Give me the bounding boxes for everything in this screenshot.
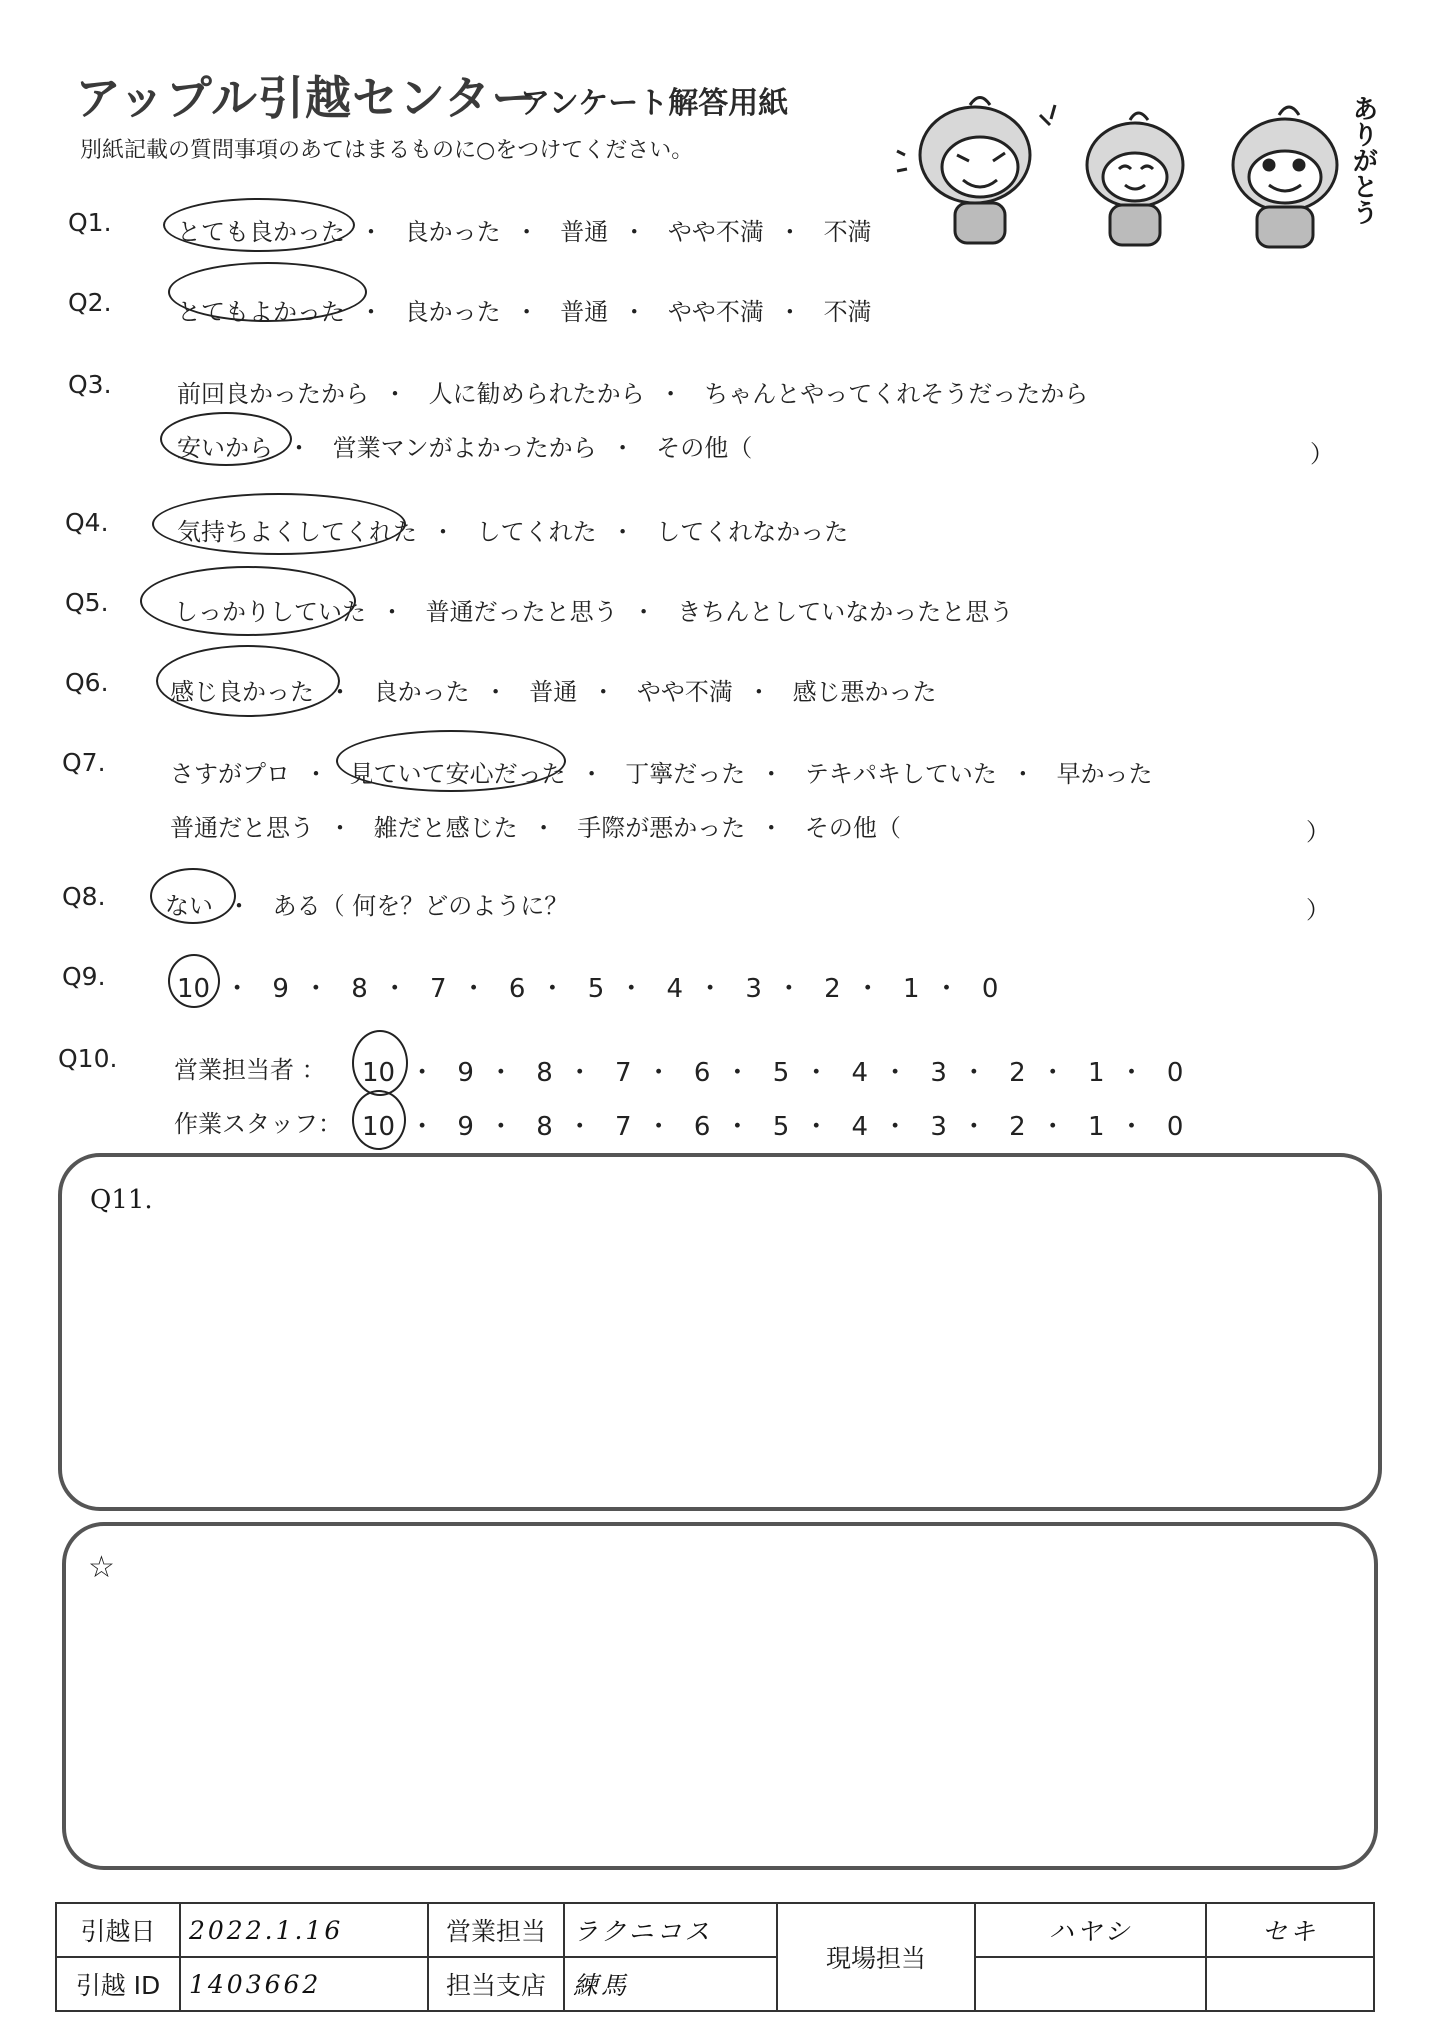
q3-option-4[interactable]: 安いから <box>177 434 273 462</box>
q2-option-2[interactable]: 良かった <box>404 298 501 326</box>
q4-option-2[interactable]: してくれた <box>476 518 597 546</box>
q10-staff-score-0[interactable]: 0 <box>1166 1112 1184 1142</box>
q10-staff-score-6[interactable]: 6 <box>693 1112 711 1142</box>
q10-staff-score-4[interactable]: 4 <box>851 1112 869 1142</box>
q9-score-5[interactable]: 5 <box>587 974 605 1004</box>
q3-label: Q3. <box>68 370 112 399</box>
q1-option-4[interactable]: やや不満 <box>667 218 764 246</box>
form-title: アンケート解答用紙 <box>520 86 789 121</box>
q10-sales-score-8[interactable]: 8 <box>536 1058 553 1088</box>
q10-staff-score-5[interactable]: 5 <box>772 1112 790 1142</box>
q3-option-3[interactable]: ちゃんとやってくれそうだったから <box>704 380 1089 408</box>
q4-options: 気持ちよくしてくれた ・ してくれた ・ してくれなかった <box>177 518 849 546</box>
q10-sales-score-4[interactable]: 4 <box>851 1058 869 1088</box>
q2-option-1[interactable]: とてもよかった <box>177 298 345 326</box>
sales-rep-label: 営業担当 <box>428 1903 564 1957</box>
sales-rep-value: ラクニコス <box>564 1903 777 1957</box>
q10-staff-score-8[interactable]: 8 <box>536 1112 553 1142</box>
q7-options-line1: さすがプロ ・ 見ていて安心だった ・ 丁寧だった ・ テキパキしていた ・ 早かった <box>170 760 1153 788</box>
q4-option-3[interactable]: してくれなかった <box>656 518 849 546</box>
q8-label: Q8. <box>62 882 106 911</box>
branch-label: 担当支店 <box>428 1957 564 2011</box>
q10-staff-score-9[interactable]: 9 <box>457 1112 474 1142</box>
branch-value: 練馬 <box>564 1957 777 2011</box>
q2-options: とてもよかった ・ 良かった ・ 普通 ・ やや不満 ・ 不満 <box>177 298 872 326</box>
q10-staff-selection-circle <box>352 1090 406 1150</box>
q10-staff-score-3[interactable]: 3 <box>930 1112 947 1142</box>
move-id-label: 引越 ID <box>56 1957 180 2011</box>
q7-options-line2: 普通だと思う ・ 雑だと感じた ・ 手際が悪かった ・ その他（ <box>170 814 901 842</box>
q10-sales-score-7[interactable]: 7 <box>615 1058 632 1088</box>
q7-option-1[interactable]: さすがプロ <box>170 760 290 788</box>
q10-staff-score-7[interactable]: 7 <box>615 1112 632 1142</box>
move-date-label: 引越日 <box>56 1903 180 1957</box>
q8-close-paren: ） <box>1306 896 1330 924</box>
q10-sales-label: 営業担当者 ： <box>174 1056 326 1084</box>
q1-option-2[interactable]: 良かった <box>404 218 501 246</box>
q11-comment-box[interactable] <box>58 1153 1382 1511</box>
q10-sales-score-3[interactable]: 3 <box>930 1058 947 1088</box>
q9-score-4[interactable]: 4 <box>666 974 684 1004</box>
site-rep-1-value: ハヤシ <box>975 1903 1206 1957</box>
q10-sales-score-5[interactable]: 5 <box>772 1058 790 1088</box>
q6-selection-circle <box>156 645 340 717</box>
q4-label: Q4. <box>65 508 109 537</box>
q9-label: Q9. <box>62 962 106 991</box>
q3-close-paren: ） <box>1310 440 1334 468</box>
q8-options: ない ・ ある（ 何を？どのように？ <box>165 892 569 920</box>
q4-option-1[interactable]: 気持ちよくしてくれた <box>177 518 417 546</box>
q3-selection-circle <box>160 412 292 466</box>
move-id-value: 1403662 <box>180 1957 428 2011</box>
q7-option-5[interactable]: 早かった <box>1056 760 1153 788</box>
q3-options-line1: 前回良かったから ・ 人に勧められたから ・ ちゃんとやってくれそうだったから <box>177 380 1089 408</box>
q9-scale: 10 ・ 9 ・ 8 ・ 7 ・ 6 ・ 5 ・ 4 ・ 3 ・ 2 ・ 1 ・ 0 <box>177 974 999 1004</box>
q7-close-paren: ） <box>1306 818 1330 846</box>
q10-sales-score-6[interactable]: 6 <box>693 1058 711 1088</box>
q10-staff-score-10[interactable]: 10 <box>362 1112 396 1142</box>
q7-option-7[interactable]: 雑だと感じた <box>373 814 518 842</box>
q5-option-2[interactable]: 普通だったと思う <box>425 598 618 626</box>
q9-score-7[interactable]: 7 <box>430 974 447 1004</box>
q9-score-3[interactable]: 3 <box>745 974 762 1004</box>
site-rep-label: 現場担当 <box>777 1903 975 2011</box>
q8-option-some[interactable]: ある（ 何を？どのように？ <box>272 892 569 920</box>
q1-selection-circle <box>163 198 355 252</box>
move-info-table <box>55 1902 1375 2012</box>
q5-label: Q5. <box>65 588 109 617</box>
q11-label: Q11. <box>90 1185 153 1215</box>
q4-selection-circle <box>152 493 406 555</box>
q6-option-3[interactable]: 普通 <box>529 678 578 706</box>
q1-option-5[interactable]: 不満 <box>823 218 872 246</box>
q7-option-2[interactable]: 見ていて安心だった <box>349 760 566 788</box>
q6-option-2[interactable]: 良かった <box>373 678 470 706</box>
q3-options-line2: 安いから ・ 営業マンがよかったから ・ その他（ <box>177 434 753 462</box>
q9-score-0[interactable]: 0 <box>981 974 999 1004</box>
q3-option-1[interactable]: 前回良かったから <box>177 380 369 408</box>
q2-label: Q2. <box>68 288 112 317</box>
q10-sales-score-2[interactable]: 2 <box>1009 1058 1026 1088</box>
site-rep-3-empty <box>975 1957 1206 2011</box>
q7-selection-circle <box>336 730 566 792</box>
q10-sales-selection-circle <box>352 1030 408 1096</box>
q10-sales-score-1[interactable]: 1 <box>1088 1058 1105 1088</box>
q7-option-other[interactable]: その他（ <box>804 814 901 842</box>
q5-option-3[interactable]: きちんとしていなかったと思う <box>677 598 1014 626</box>
q9-score-10[interactable]: 10 <box>177 974 211 1004</box>
q7-option-8[interactable]: 手際が悪かった <box>577 814 746 842</box>
star-label: ☆ <box>88 1550 115 1585</box>
company-name: アップル引越センター <box>75 71 539 125</box>
star-comment-box[interactable] <box>62 1522 1378 1870</box>
q5-option-1[interactable]: しっかりしていた <box>174 598 366 626</box>
q7-option-4[interactable]: テキパキしていた <box>804 760 997 788</box>
q1-options: とても良かった ・ 良かった ・ 普通 ・ やや不満 ・ 不満 <box>177 218 872 246</box>
q5-options: しっかりしていた ・ 普通だったと思う ・ きちんとしていなかったと思う <box>174 598 1014 626</box>
q9-score-9[interactable]: 9 <box>272 974 289 1004</box>
q10-staff-label: 作業スタッフ： <box>174 1110 342 1138</box>
q9-score-1[interactable]: 1 <box>903 974 920 1004</box>
q6-label: Q6. <box>65 668 109 697</box>
q9-score-6[interactable]: 6 <box>508 974 526 1004</box>
q2-option-5[interactable]: 不満 <box>823 298 872 326</box>
q10-sales-scale: 10 ・ 9 ・ 8 ・ 7 ・ 6 ・ 5 ・ 4 ・ 3 ・ 2 ・ 1 ・ 0 <box>362 1058 1184 1088</box>
q3-option-other[interactable]: その他（ <box>656 434 753 462</box>
q7-option-3[interactable]: 丁寧だった <box>625 760 746 788</box>
q6-options: 感じ良かった ・ 良かった ・ 普通 ・ やや不満 ・ 感じ悪かった <box>170 678 937 706</box>
q3-option-2[interactable]: 人に勧められたから <box>428 380 645 408</box>
q10-staff-scale: 10 ・ 9 ・ 8 ・ 7 ・ 6 ・ 5 ・ 4 ・ 3 ・ 2 ・ 1 ・ 0 <box>362 1112 1184 1142</box>
site-rep-4-empty <box>1206 1957 1374 2011</box>
q8-selection-circle <box>150 868 236 924</box>
q10-sales-score-9[interactable]: 9 <box>457 1058 474 1088</box>
q10-sales-score-0[interactable]: 0 <box>1166 1058 1184 1088</box>
q2-option-3[interactable]: 普通 <box>560 298 609 326</box>
q6-option-5[interactable]: 感じ悪かった <box>792 678 937 706</box>
q8-option-none[interactable]: ない <box>165 892 213 920</box>
q9-score-8[interactable]: 8 <box>351 974 368 1004</box>
q1-label: Q1. <box>68 208 112 237</box>
q6-option-1[interactable]: 感じ良かった <box>170 678 314 706</box>
site-rep-2-value: セキ <box>1206 1903 1374 1957</box>
q3-option-5[interactable]: 営業マンがよかったから <box>332 434 597 462</box>
move-date-value: 2022.1.16 <box>180 1903 428 1957</box>
mascot-illustration <box>895 85 1375 255</box>
q1-option-1[interactable]: とても良かった <box>177 218 345 246</box>
q10-label: Q10. <box>58 1044 118 1073</box>
q7-label: Q7. <box>62 748 106 777</box>
q2-selection-circle <box>168 262 367 322</box>
q5-selection-circle <box>140 566 356 636</box>
q2-option-4[interactable]: やや不満 <box>667 298 764 326</box>
q10-staff-score-1[interactable]: 1 <box>1088 1112 1105 1142</box>
q7-option-6[interactable]: 普通だと思う <box>170 814 314 842</box>
q9-score-2[interactable]: 2 <box>824 974 841 1004</box>
q10-staff-score-2[interactable]: 2 <box>1009 1112 1026 1142</box>
q1-option-3[interactable]: 普通 <box>560 218 609 246</box>
q6-option-4[interactable]: やや不満 <box>636 678 733 706</box>
instruction: 別紙記載の質問事項のあてはまるものに○をつけてください。 <box>80 138 694 163</box>
mascot-text: ありがとう <box>1348 95 1378 225</box>
q10-sales-score-10[interactable]: 10 <box>362 1058 396 1088</box>
q9-selection-circle <box>168 954 220 1008</box>
